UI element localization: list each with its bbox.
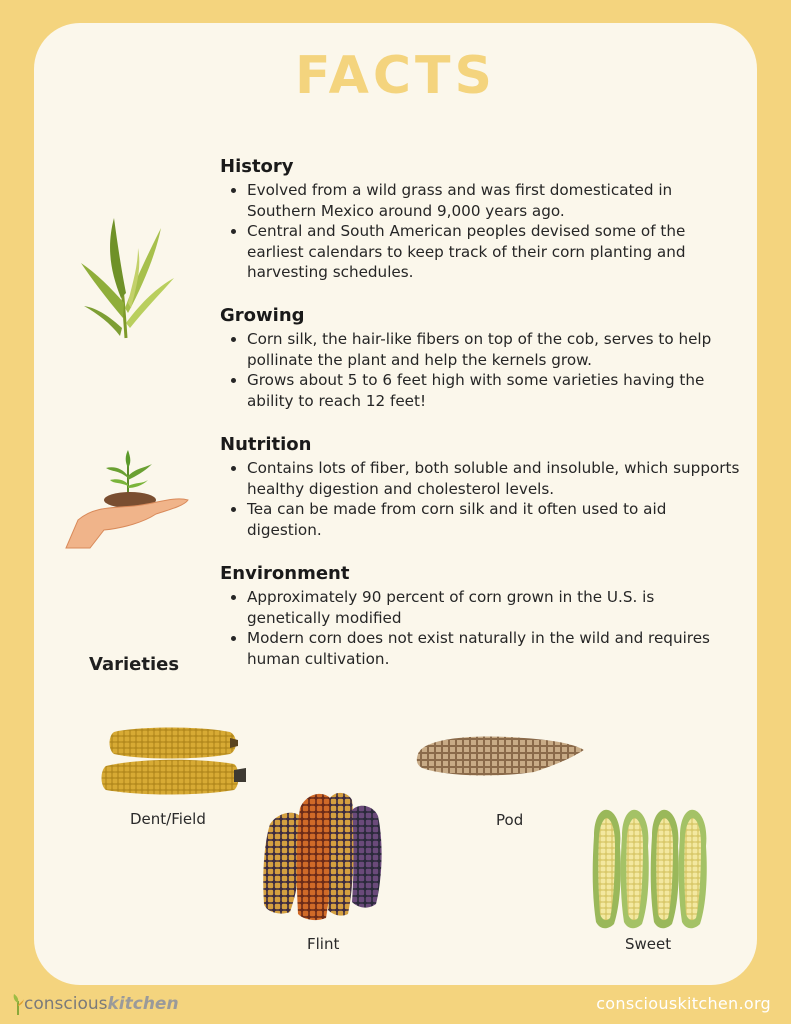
variety-label-pod: Pod [496, 811, 524, 829]
variety-label-dent: Dent/Field [130, 810, 206, 828]
dent-corn-image [100, 724, 250, 802]
bullet-list [220, 587, 740, 669]
website-url[interactable]: consciouskitchen.org [596, 994, 771, 1013]
hand-seedling-illustration [64, 448, 192, 552]
brand-logo [12, 992, 179, 1016]
section-heading: Nutrition [220, 434, 312, 455]
flint-corn-image [260, 784, 388, 922]
variety-label-sweet: Sweet [625, 935, 672, 953]
list-item: • Approximately 90 percent of corn grown in the U.S. is genetically modified [247, 587, 740, 628]
section-growing [220, 305, 740, 411]
sprout-icon [12, 993, 24, 1015]
corn-plant-illustration [76, 208, 176, 343]
list-item: • Contains lots of fiber, both soluble and insoluble, which supports healthy digestion and cholesterol levels. [247, 458, 740, 499]
section-heading: Growing [220, 305, 305, 326]
bullet-list [220, 329, 740, 411]
pod-corn-image [414, 732, 586, 780]
list-item: • Central and South American peoples devised some of the earliest calendars to keep track of their corn planting and harvesting schedules. [247, 221, 740, 283]
sweet-corn-image [588, 806, 712, 934]
list-item: • Corn silk, the hair-like fibers on top of the cob, serves to help pollinate the plant and help the kernels grow. [247, 329, 740, 370]
section-heading: History [220, 156, 294, 177]
logo-text-kitchen: kitchen [107, 994, 179, 1014]
list-item: • Evolved from a wild grass and was first domesticated in Southern Mexico around 9,000 years ago. [247, 180, 740, 221]
list-item: • Grows about 5 to 6 feet high with some varieties having the ability to reach 12 feet! [247, 370, 740, 411]
variety-label-flint: Flint [307, 935, 340, 953]
list-item: • Tea can be made from corn silk and it often used to aid digestion. [247, 499, 740, 540]
varieties-heading: Varieties [89, 654, 180, 675]
page-title: FACTS [295, 46, 496, 106]
bullet-list [220, 180, 740, 283]
section-heading: Environment [220, 563, 350, 584]
list-item: • Modern corn does not exist naturally in the wild and requires human cultivation. [247, 628, 740, 669]
section-nutrition [220, 434, 740, 540]
bullet-list [220, 458, 740, 540]
section-environment [220, 563, 740, 669]
section-history [220, 156, 740, 283]
logo-text-conscious: conscious [24, 994, 108, 1014]
